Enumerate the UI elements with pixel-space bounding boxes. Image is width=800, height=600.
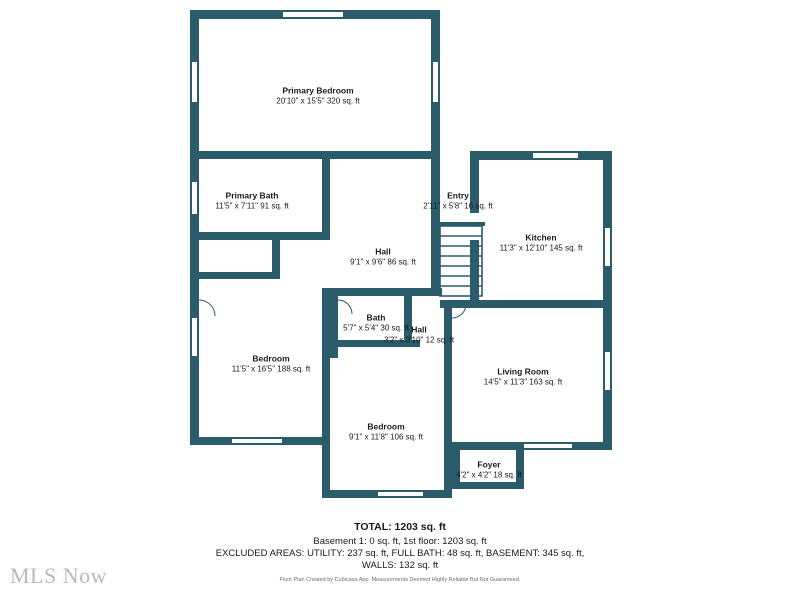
floor-breakdown-text: Basement 1: 0 sq. ft, 1st floor: 1203 sq. ft (313, 536, 487, 547)
room-label: Primary Bedroom 20'10" x 15'5" 320 sq. ft (276, 85, 360, 106)
mls-now-watermark: MLS Now (10, 563, 108, 588)
excluded-areas-text: EXCLUDED AREAS: UTILITY: 237 sq. ft, FULL BATH: 48 sq. ft, BASEMENT: 345 sq. ft, (215, 548, 585, 559)
room-label: Bedroom 9'1" x 11'8" 106 sq. ft (349, 421, 423, 442)
room-label: Kitchen 11'3" x 12'10" 145 sq. ft (499, 232, 583, 253)
room-label: Foyer 4'2" x 4'2" 18 sq. ft (456, 459, 522, 480)
total-area-text: TOTAL: 1203 sq. ft (354, 521, 446, 533)
room-label: Hall 3'2" x 3'10" 12 sq. ft (383, 324, 455, 345)
room-label: Bath 5'7" x 5'4" 30 sq. ft (343, 312, 409, 333)
walls-layer (190, 10, 612, 498)
room-label: Hall 9'1" x 9'6" 86 sq. ft (350, 246, 416, 267)
creator-credit-text: Floor Plan Created by Cubicasa App. Measurements Deemed Highly Reliable But Not Guaranteed. (279, 577, 521, 583)
walls-area-text: WALLS: 132 sq. ft (361, 560, 439, 571)
room-label: Living Room 14'5" x 11'3" 163 sq. ft (483, 366, 563, 387)
room-label: Bedroom 11'5" x 16'5" 188 sq. ft (231, 353, 311, 374)
room-label: Entry 2'11" x 5'8" 16 sq. ft (423, 190, 493, 211)
room-label: Primary Bath 11'5" x 7'11" 91 sq. ft (215, 190, 289, 211)
